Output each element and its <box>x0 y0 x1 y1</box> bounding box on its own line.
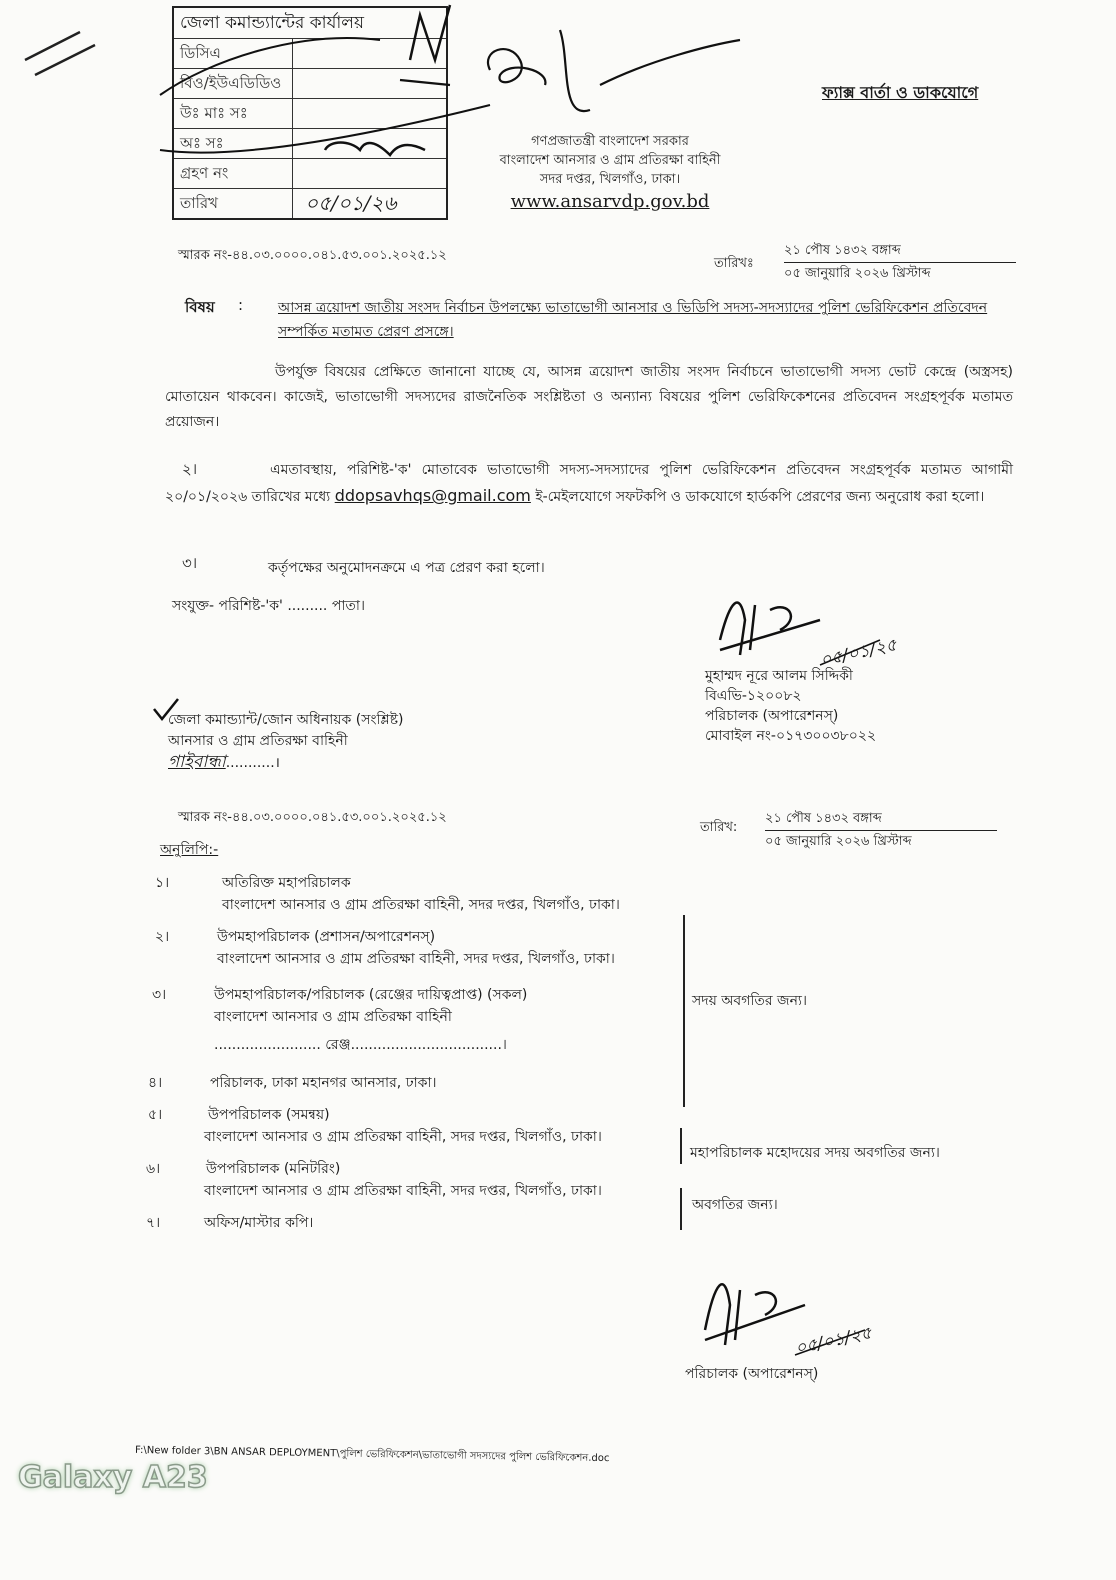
copy-item <box>146 1212 313 1234</box>
para2-text: ই-মেইলযোগে সফটকপি ও ডাকযোগে হার্ডকপি প্রেরণের জন্য অনুরোধ করা হলো। <box>530 489 985 505</box>
bracket-line <box>680 1188 682 1230</box>
bracket-line <box>683 915 685 1107</box>
body-paragraph-1: উপর্যুক্ত বিষয়ের প্রেক্ষিতে জানানো যাচ্ছে যে, আসন্ন ত্রয়োদশ জাতীয় সংসদ নির্বাচনে ভাতাভোগী সদস্য ভোট কেন্দ্রে (অস্ত্রসহ) মোতায়েন থাকবেন। কাজেই, ভাতাভোগী সদস্যদের রাজনৈতিক সংশ্লিষ্টতা ও অন্যান্য বিষয়ের পুলিশ ভেরিফিকেশনের প্রতিবেদন সংগ্রহপূর্বক মতামত প্রয়োজন। <box>165 364 1013 430</box>
subject-label: বিষয় <box>185 298 215 316</box>
copy-title: অতিরিক্ত মহাপরিচালক <box>222 875 351 891</box>
date-block-2 <box>765 808 997 853</box>
para2-number: ২। <box>182 460 198 478</box>
copy-org: বাংলাদেশ আনসার ও গ্রাম প্রতিরক্ষা বাহিনী, সদর দপ্তর, খিলগাঁও, ঢাকা। <box>204 1129 602 1145</box>
recipient-line: আনসার ও গ্রাম প্রতিরক্ষা বাহিনী <box>168 733 348 749</box>
recipient-line: জেলা কমান্ড্যান্ট/জোন অধিনায়ক (সংশ্লিষ্ট) <box>168 712 404 728</box>
signatory-2-designation: পরিচালক (অপারেশনস্) <box>685 1366 819 1382</box>
date-bangla: ২১ পৌষ ১৪৩২ বঙ্গাব্দ <box>765 811 882 826</box>
copy-note: মহাপরিচালক মহোদয়ের সদয় অবগতির জন্য। <box>690 1145 940 1161</box>
file-path-footer: F:\New folder 3\BN ANSAR DEPLOYMENT\পুলিশ ভেরিফিকেশন\ভাতাভোগী সদস্যদের পুলিশ ভেরিফিকেশন.doc <box>134 1444 610 1465</box>
stamp-date-value: ০৫/০১/২৬ <box>305 191 397 215</box>
body-paragraph-2 <box>165 458 1013 510</box>
signatory-mobile: মোবাইল নং-০১৭৩০০৩৮০২২ <box>705 728 877 744</box>
copy-num: ৪। <box>148 1075 163 1091</box>
date-gregorian: ০৫ জানুয়ারি ২০২৬ খ্রিস্টাব্দ <box>765 830 997 853</box>
copy-label: অনুলিপি:- <box>160 842 219 858</box>
range-blank: ........................ রেঞ্জ..................................। <box>214 1037 507 1053</box>
signatory-designation: পরিচালক (অপারেশনস্) <box>705 708 839 724</box>
date-gregorian: ০৫ জানুয়ারি ২০২৬ খ্রিস্টাব্দ <box>784 262 1016 285</box>
email-link[interactable]: ddopsavhqs@gmail.com <box>334 486 531 505</box>
date-label: তারিখঃ <box>714 256 754 271</box>
signatory-name: মুহাম্মদ নূরে আলম সিদ্দিকী <box>705 668 853 684</box>
body-paragraph-3: কর্তৃপক্ষের অনুমোদনক্রমে এ পত্র প্রেরণ করা হলো। <box>268 560 545 576</box>
copy-num: ৭। <box>146 1215 161 1231</box>
copy-org: বাংলাদেশ আনসার ও গ্রাম প্রতিরক্ষা বাহিনী <box>214 1009 452 1025</box>
subject-colon: : <box>238 296 244 314</box>
copy-org: বাংলাদেশ আনসার ও গ্রাম প্রতিরক্ষা বাহিনী, সদর দপ্তর, খিলগাঁও, ঢাকা। <box>222 897 620 913</box>
bracket-line <box>680 1128 682 1164</box>
date-block <box>784 240 1016 285</box>
date-label-2: তারিখ: <box>700 820 738 835</box>
pen-strokes-mark <box>20 20 100 80</box>
attachment-note: সংযুক্ত- পরিশিষ্ট-'ক' ......... পাতা। <box>172 598 365 614</box>
signature-1-date: ০৫/০১/২৫ <box>818 635 899 671</box>
copy-item <box>148 1104 602 1148</box>
signature-2-date: ০৫/০১/২৫ <box>793 1323 874 1359</box>
copy-note: অবগতির জন্য। <box>692 1197 778 1213</box>
copy-org: বাংলাদেশ আনসার ও গ্রাম প্রতিরক্ষা বাহিনী, সদর দপ্তর, খিলগাঁও, ঢাকা। <box>217 951 615 967</box>
govt-name: গণপ্রজাতন্ত্রী বাংলাদেশ সরকার <box>531 134 689 149</box>
stamp-label: গ্রহণ নং <box>174 159 293 188</box>
copy-title: অফিস/মাস্টার কপি। <box>204 1215 314 1231</box>
copy-num: ৫। <box>148 1107 163 1123</box>
letterhead <box>460 132 760 215</box>
signatory-id: বিএভি-১২০০৮২ <box>705 688 802 704</box>
copy-title: পরিচালক, ঢাকা মহানগর আনসার, ঢাকা। <box>210 1075 437 1091</box>
copy-item <box>155 872 620 916</box>
date-bangla: ২১ পৌষ ১৪৩২ বঙ্গাব্দ <box>784 243 901 258</box>
copy-item <box>146 1158 602 1202</box>
copy-num: ১। <box>155 875 170 891</box>
stamp-label: বিও/ইউএডিডিও <box>174 69 293 98</box>
stamp-label: ডিসিএ <box>174 39 293 68</box>
stamp-title: জেলা কমান্ড্যান্টের কার্যালয় <box>174 8 446 39</box>
recipient-block <box>168 710 404 774</box>
stamp-label: উঃ মাঃ সঃ <box>174 99 293 128</box>
memo-number: স্মারক নং-৪৪.০৩.০০০০.০৪১.৫৩.০০১.২০২৫.১২ <box>178 248 447 263</box>
handwritten-district: গাইবান্ধা <box>168 752 226 772</box>
copy-org: বাংলাদেশ আনসার ও গ্রাম প্রতিরক্ষা বাহিনী, সদর দপ্তর, খিলগাঁও, ঢাকা। <box>204 1183 602 1199</box>
copy-title: উপপরিচালক (সমন্বয়) <box>208 1107 330 1123</box>
stamp-label: তারিখ <box>174 189 293 218</box>
org-address: সদর দপ্তর, খিলগাঁও, ঢাকা। <box>539 172 681 187</box>
copy-title: উপমহাপরিচালক (প্রশাসন/অপারেশনস্) <box>217 929 436 945</box>
para2-text: এমতাবস্থায়, পরিশিষ্ট-'ক' মোতাবেক ভাতাভোগী সদস্য-সদস্যাদের পুলিশ ভেরিফিকেশন প্রতিবেদন সংগ্রহপূর্বক মতামত আগামী ২০/০১/২০২৬ তারিখের মধ্যে <box>165 462 1013 505</box>
copy-item <box>152 984 527 1062</box>
copy-title: উপমহাপরিচালক/পরিচালক (রেঞ্জের দায়িত্বপ্রাপ্ত) (সকল) <box>214 987 528 1003</box>
camera-watermark: Galaxy A23 <box>18 1460 208 1495</box>
copy-title: উপপরিচালক (মনিটরিং) <box>206 1161 341 1177</box>
stamp-label: অঃ সঃ <box>174 129 293 158</box>
copy-num: ৩। <box>152 987 167 1003</box>
signatory-block <box>705 666 876 746</box>
copy-item <box>155 926 615 970</box>
copy-num: ২। <box>155 929 170 945</box>
para3-number: ৩। <box>182 554 198 572</box>
memo-number-2: স্মারক নং-৪৪.০৩.০০০০.০৪১.৫৩.০০১.২০২৫.১২ <box>178 810 447 825</box>
delivery-mode: ফ্যাক্স বার্তা ও ডাকযোগে <box>822 83 979 102</box>
subject-text: আসন্ন ত্রয়োদশ জাতীয় সংসদ নির্বাচন উপলক্ষ্যে ভাতাভোগী আনসার ও ভিডিপি সদস্য-সদস্যাদের পুলিশ ভেরিফিকেশন প্রতিবেদন সম্পর্কিত মতামত প্রেরণ প্রসঙ্গে। <box>278 300 988 340</box>
dots: ...........। <box>225 755 280 771</box>
copy-item <box>148 1072 437 1094</box>
copy-num: ৬। <box>146 1161 161 1177</box>
org-name: বাংলাদেশ আনসার ও গ্রাম প্রতিরক্ষা বাহিনী <box>499 153 721 168</box>
recipient-district <box>168 752 404 774</box>
website-link[interactable]: www.ansarvdp.gov.bd <box>510 191 710 212</box>
copy-note: সদয় অবগতির জন্য। <box>692 993 808 1009</box>
